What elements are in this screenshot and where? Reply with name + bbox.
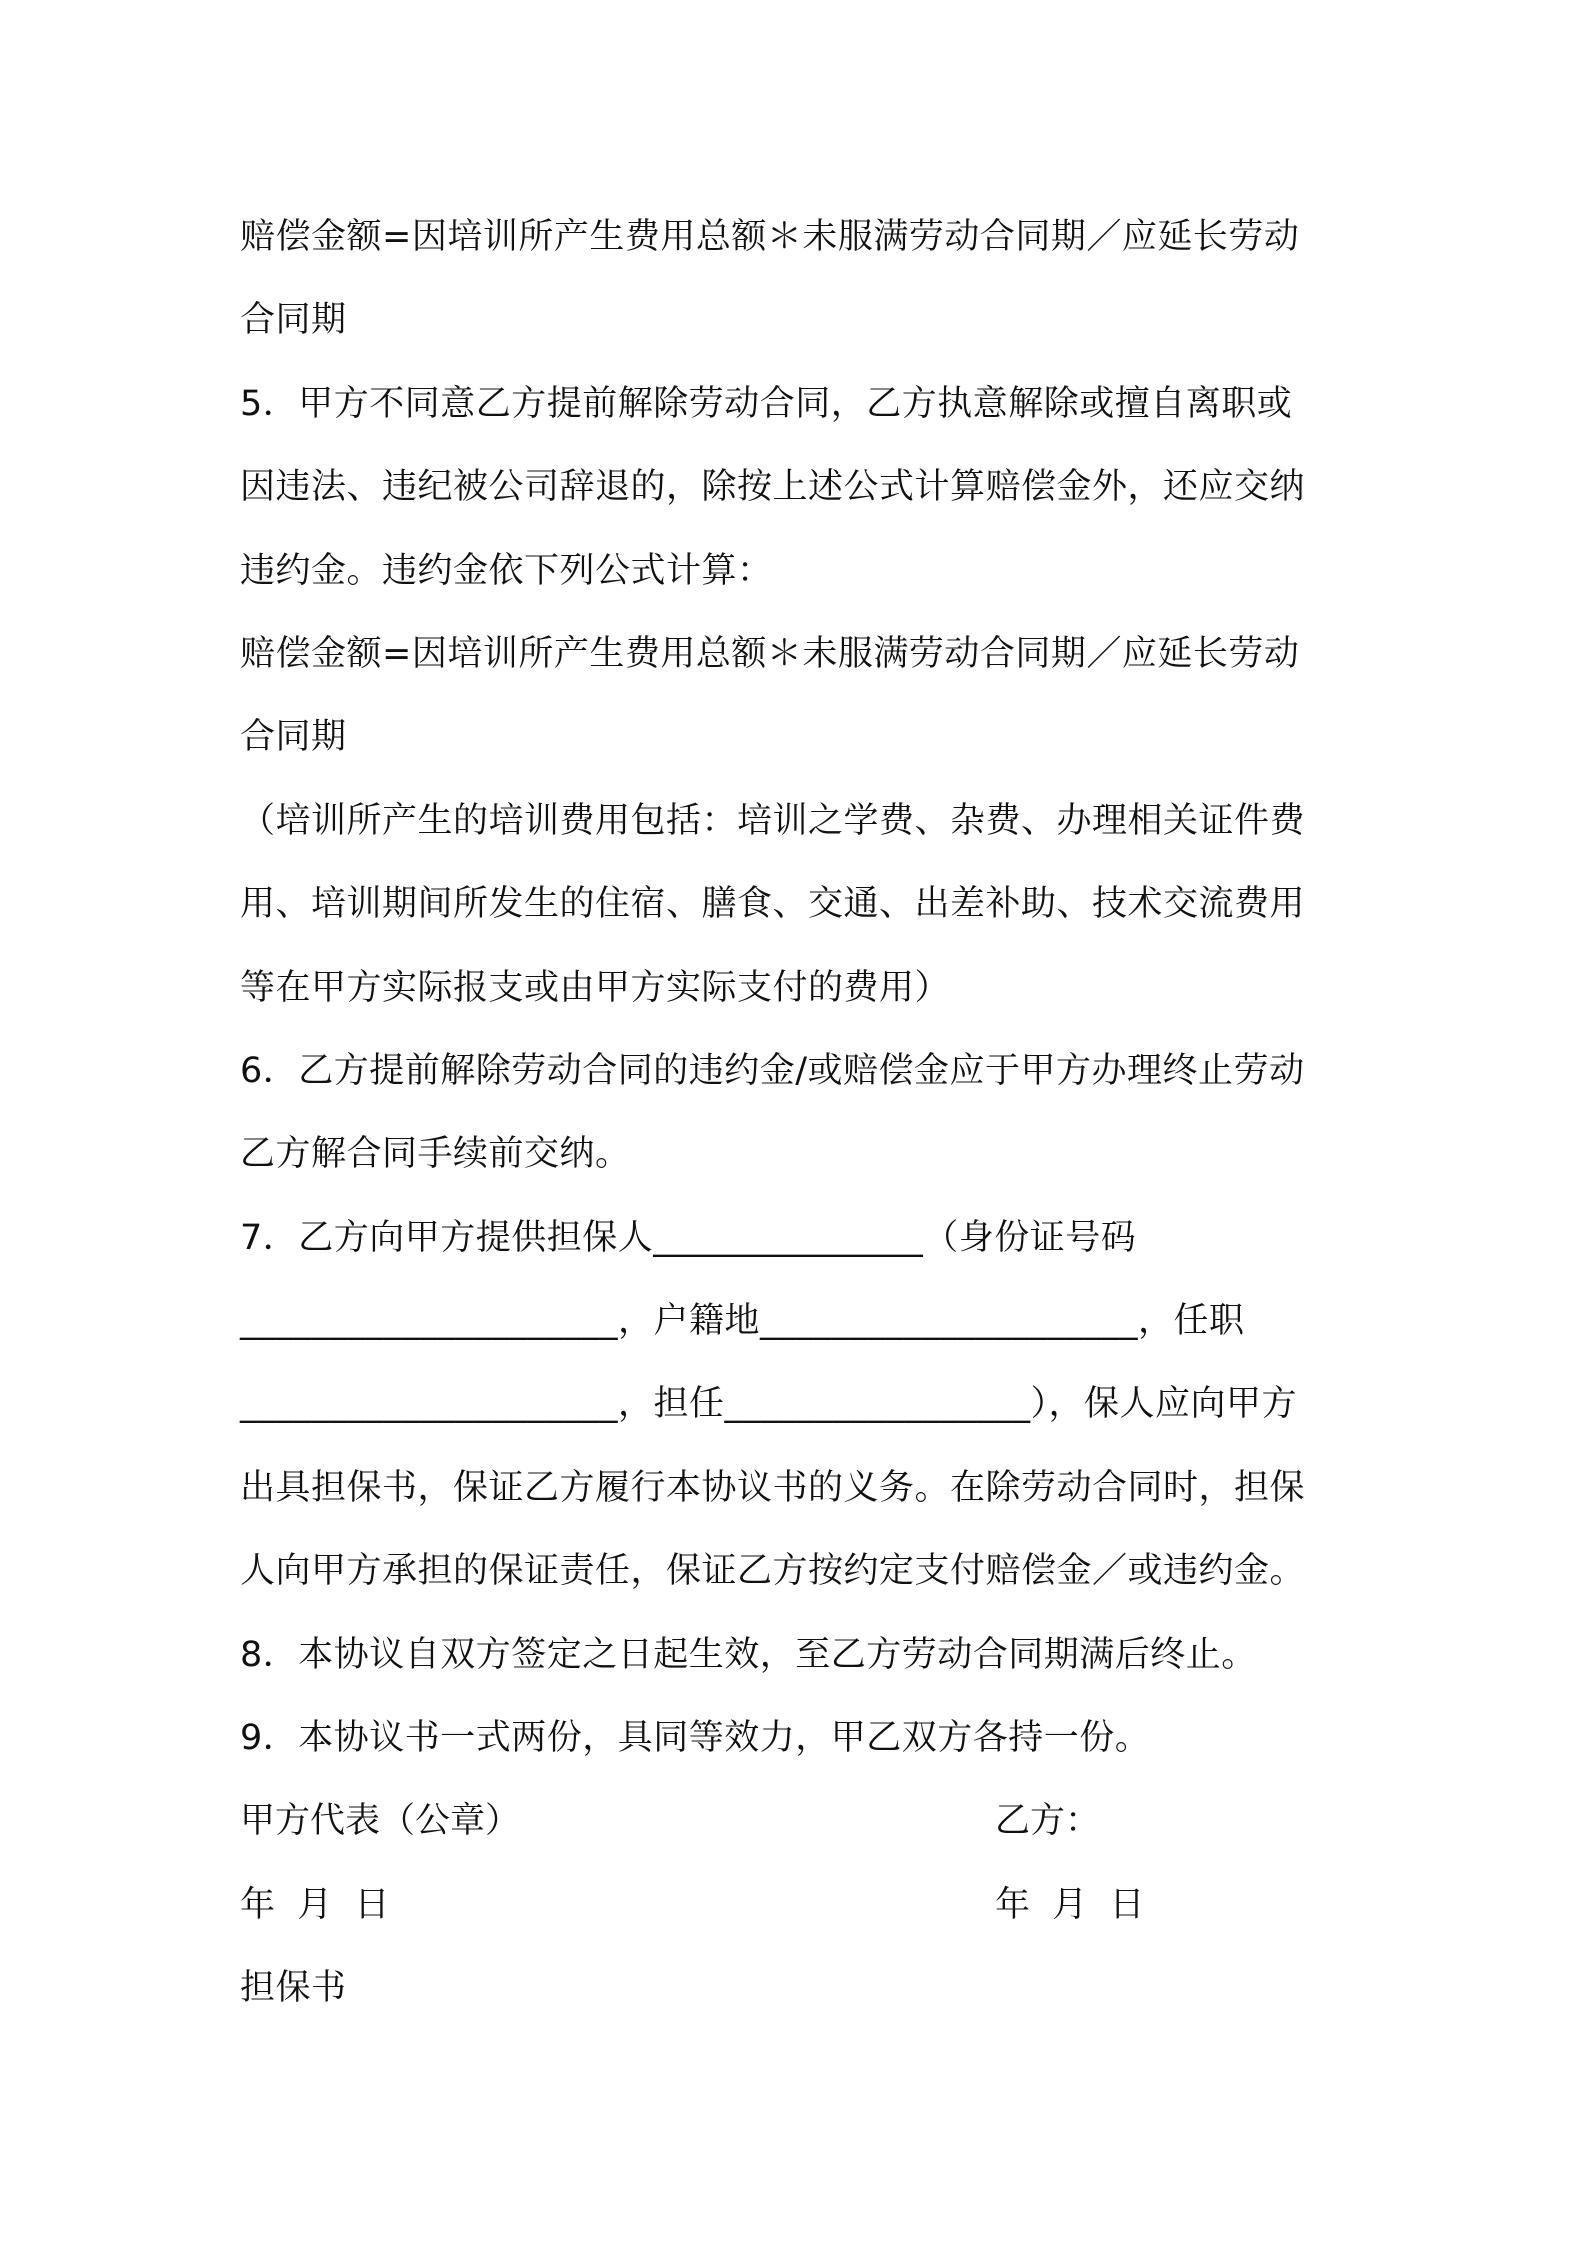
clause-9: 9．本协议书一式两份，具同等效力，甲乙双方各持一份。 xyxy=(240,1718,1151,1759)
clause-6: 6．乙方提前解除劳动合同的违约金/或赔偿金应于甲方办理终止劳动 xyxy=(240,1050,1305,1091)
party-a-label: 甲方代表（公章） xyxy=(240,1801,521,1842)
text-line: _____________________，户籍地_____________________，任职 xyxy=(240,1301,1245,1342)
text-line: （培训所产生的培训费用包括：培训之学费、杂费、办理相关证件费 xyxy=(240,800,1306,841)
text-line: 乙方解合同手续前交纳。 xyxy=(240,1134,631,1175)
text-line: 合同期 xyxy=(240,300,347,341)
party-a-date: 年 月 日 xyxy=(240,1884,390,1925)
signature-row xyxy=(240,1780,1360,1863)
text-line: 等在甲方实际报支或由甲方实际支付的费用） xyxy=(240,967,951,1008)
text-line: 出具担保书，保证乙方履行本协议书的义务。在除劳动合同时，担保 xyxy=(240,1467,1306,1508)
party-b-date: 年 月 日 xyxy=(995,1884,1145,1925)
clause-5: 5．甲方不同意乙方提前解除劳动合同，乙方执意解除或擅自离职或 xyxy=(240,383,1293,424)
text-line: 违约金。违约金依下列公式计算： xyxy=(240,550,773,591)
closing-heading: 担保书 xyxy=(240,1968,347,2009)
text-line: 人向甲方承担的保证责任，保证乙方按约定支付赔偿金／或违约金。 xyxy=(240,1551,1306,1592)
text-line: 合同期 xyxy=(240,717,347,758)
text-line: _____________________，担任_________________），保人应向甲方 xyxy=(240,1384,1298,1425)
text-line: 赔偿金额=因培训所产生费用总额＊未服满劳动合同期／应延长劳动 xyxy=(240,633,1300,674)
text-line: 因违法、违纪被公司辞退的，除按上述公式计算赔偿金外，还应交纳 xyxy=(240,467,1306,508)
date-row xyxy=(240,1864,1360,1947)
party-b-label: 乙方： xyxy=(995,1801,1101,1842)
document-page xyxy=(240,196,1360,2031)
text-line: 用、培训期间所发生的住宿、膳食、交通、出差补助、技术交流费用 xyxy=(240,884,1306,925)
clause-8: 8．本协议自双方签定之日起生效，至乙方劳动合同期满后终止。 xyxy=(240,1634,1257,1675)
clause-7: 7．乙方向甲方提供担保人_______________（身份证号码 xyxy=(240,1217,1137,1258)
text-line: 赔偿金额=因培训所产生费用总额＊未服满劳动合同期／应延长劳动 xyxy=(240,217,1300,257)
